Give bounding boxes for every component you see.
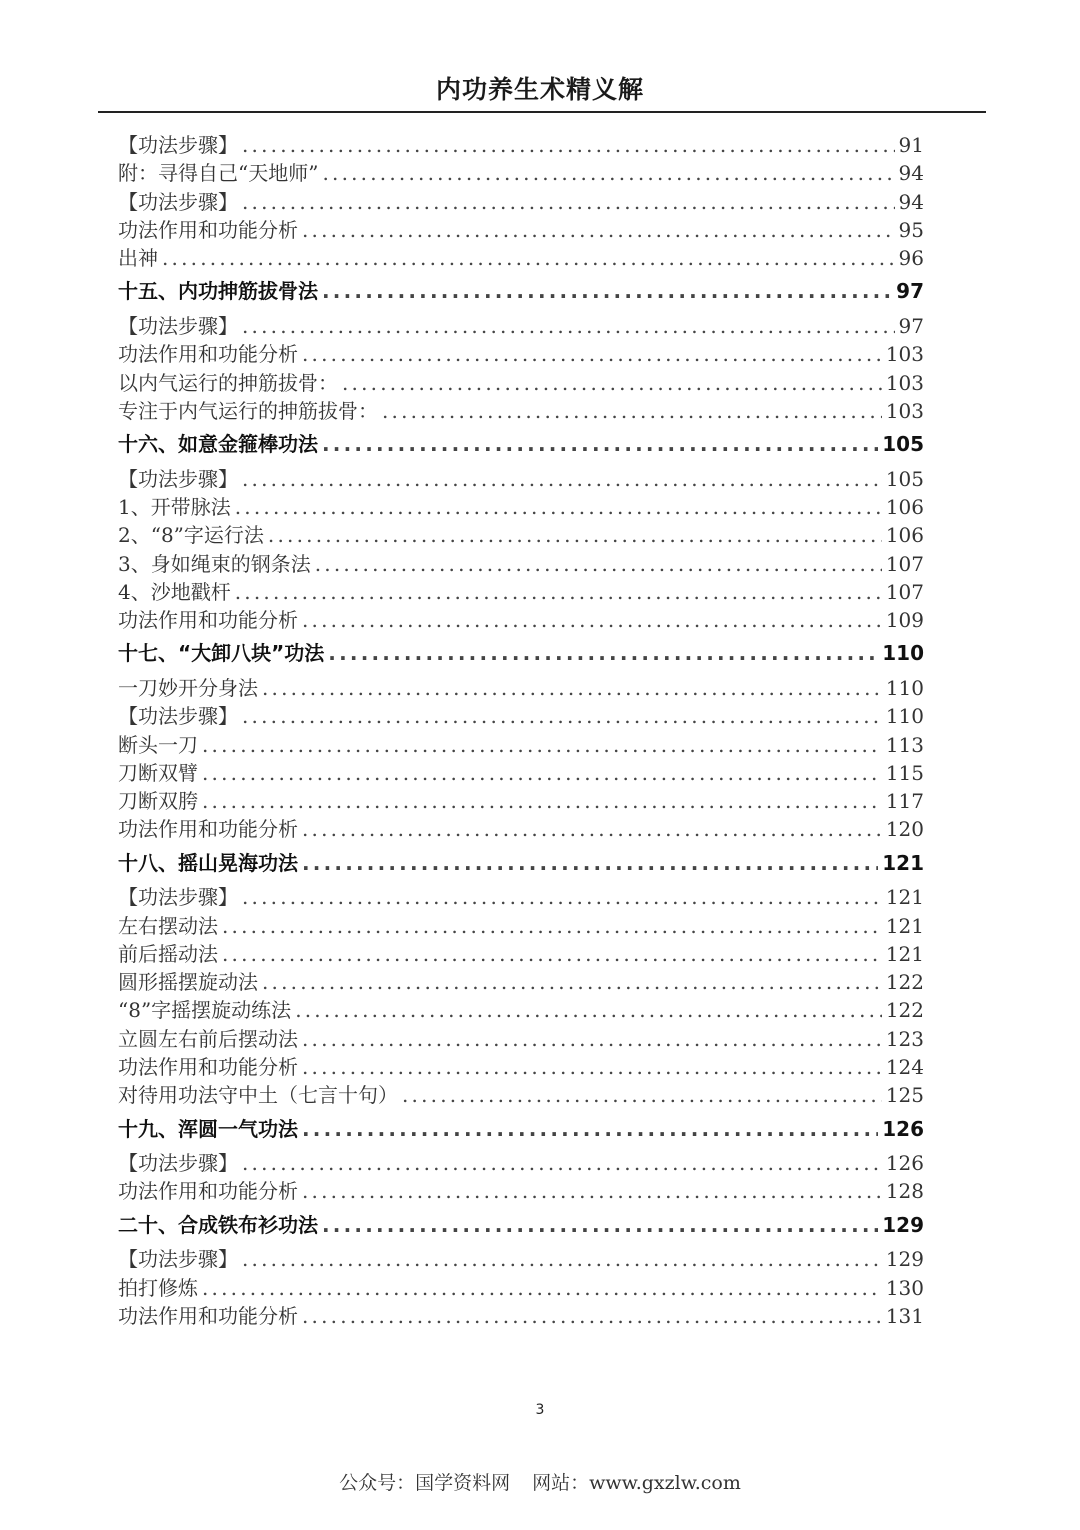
- toc-section-entry[interactable]: [118, 1274, 924, 1302]
- toc-dot-leader: [302, 606, 882, 634]
- toc-entry-page: 107: [885, 551, 924, 576]
- toc-entry-page: 123: [885, 1026, 924, 1051]
- toc-dot-leader: [242, 702, 882, 730]
- toc-entry-page: 103: [885, 370, 924, 395]
- toc-entry-title: 出神: [118, 246, 158, 271]
- toc-entry-title: 左右摆动法: [118, 913, 218, 938]
- toc-section-entry[interactable]: [118, 759, 924, 787]
- toc-entry-title: 【功法步骤】: [118, 1247, 238, 1272]
- footer-website: 网站：www.gxzlw.com: [532, 1472, 741, 1494]
- toc-dot-leader: [162, 244, 895, 272]
- toc-entry-page: 128: [885, 1179, 924, 1204]
- toc-entry-title: 功法作用和功能分析: [118, 1179, 298, 1204]
- toc-section-entry[interactable]: [118, 397, 924, 425]
- toc-entry-page: 110: [882, 641, 924, 666]
- toc-entry-title: 附：寻得自己“天地师”: [118, 161, 319, 186]
- toc-entry-title: 断头一刀: [118, 732, 198, 757]
- toc-entry-title: 功法作用和功能分析: [118, 217, 298, 242]
- toc-dot-leader: [242, 465, 882, 493]
- toc-entry-page: 105: [882, 432, 924, 457]
- toc-section-entry[interactable]: [118, 312, 924, 340]
- toc-dot-leader: [302, 844, 878, 884]
- toc-section-entry[interactable]: [118, 550, 924, 578]
- toc-chapter-entry[interactable]: [118, 272, 924, 312]
- toc-section-entry[interactable]: [118, 1177, 924, 1205]
- toc-entry-title: 1、开带脉法: [118, 494, 231, 519]
- toc-entry-page: 121: [885, 941, 924, 966]
- document-title: 内功养生术精义解: [435, 75, 644, 104]
- toc-chapter-entry[interactable]: [118, 1206, 924, 1246]
- toc-section-entry[interactable]: [118, 159, 924, 187]
- toc-entry-page: 103: [885, 342, 924, 367]
- toc-entry-page: 106: [885, 494, 924, 519]
- toc-section-entry[interactable]: [118, 996, 924, 1024]
- toc-entry-page: 91: [898, 133, 924, 157]
- toc-section-entry[interactable]: [118, 244, 924, 272]
- toc-chapter-entry[interactable]: [118, 1110, 924, 1150]
- toc-dot-leader: [202, 731, 882, 759]
- toc-entry-page: 105: [885, 466, 924, 491]
- toc-dot-leader: [262, 674, 882, 702]
- toc-entry-page: 121: [882, 850, 924, 875]
- toc-section-entry[interactable]: [118, 1149, 924, 1177]
- toc-section-entry[interactable]: [118, 465, 924, 493]
- toc-dot-leader: [302, 1302, 882, 1330]
- toc-entry-page: 131: [885, 1303, 924, 1328]
- toc-section-entry[interactable]: [118, 1245, 924, 1273]
- toc-chapter-entry[interactable]: [118, 634, 924, 674]
- toc-section-entry[interactable]: [118, 340, 924, 368]
- toc-dot-leader: [342, 369, 882, 397]
- table-of-contents: [118, 131, 924, 1330]
- toc-chapter-entry[interactable]: [118, 844, 924, 884]
- toc-entry-title: 二十、合成铁布衫功法: [118, 1212, 318, 1237]
- toc-dot-leader: [302, 216, 895, 244]
- toc-dot-leader: [302, 1053, 882, 1081]
- toc-entry-title: 专注于内气运行的抻筋拔骨：: [118, 398, 378, 423]
- toc-section-entry[interactable]: [118, 883, 924, 911]
- toc-entry-title: 功法作用和功能分析: [118, 608, 298, 633]
- toc-entry-page: 130: [885, 1275, 924, 1300]
- toc-entry-title: 4、沙地戳杆: [118, 579, 231, 604]
- toc-dot-leader: [295, 996, 882, 1024]
- toc-section-entry[interactable]: [118, 131, 924, 159]
- toc-section-entry[interactable]: [118, 188, 924, 216]
- toc-section-entry[interactable]: [118, 216, 924, 244]
- header-divider: [98, 111, 986, 113]
- toc-entry-title: 对待用功法守中土（七言十句）: [118, 1083, 398, 1108]
- toc-entry-page: 126: [882, 1116, 924, 1141]
- toc-entry-title: 十六、如意金箍棒功法: [118, 432, 318, 457]
- toc-entry-page: 96: [898, 246, 924, 271]
- toc-section-entry[interactable]: [118, 1053, 924, 1081]
- toc-dot-leader: [302, 815, 882, 843]
- toc-entry-title: 十九、浑圆一气功法: [118, 1116, 298, 1141]
- toc-entry-title: “8”字摇摆旋动练法: [118, 998, 292, 1023]
- toc-entry-title: 以内气运行的抻筋拔骨：: [118, 370, 338, 395]
- toc-entry-page: 110: [885, 704, 924, 729]
- toc-entry-page: 129: [882, 1212, 924, 1237]
- toc-entry-page: 110: [885, 675, 924, 700]
- toc-entry-page: 122: [885, 998, 924, 1023]
- toc-section-entry[interactable]: [118, 815, 924, 843]
- toc-dot-leader: [202, 1274, 882, 1302]
- footer: [0, 1468, 1080, 1495]
- toc-section-entry[interactable]: [118, 702, 924, 730]
- toc-entry-title: 十七、“大卸八块”功法: [118, 641, 325, 666]
- toc-section-entry[interactable]: [118, 1081, 924, 1109]
- toc-dot-leader: [322, 272, 892, 312]
- toc-dot-leader: [242, 883, 882, 911]
- toc-entry-page: 109: [885, 608, 924, 633]
- toc-section-entry[interactable]: [118, 674, 924, 702]
- toc-entry-title: 功法作用和功能分析: [118, 342, 298, 367]
- toc-dot-leader: [328, 634, 878, 674]
- toc-entry-title: 刀断双臂: [118, 760, 198, 785]
- toc-dot-leader: [322, 1206, 878, 1246]
- toc-entry-title: 【功法步骤】: [118, 133, 238, 157]
- toc-entry-title: 【功法步骤】: [118, 704, 238, 729]
- toc-section-entry[interactable]: [118, 578, 924, 606]
- toc-entry-page: 120: [885, 817, 924, 842]
- toc-entry-page: 94: [898, 161, 924, 186]
- toc-section-entry[interactable]: [118, 606, 924, 634]
- toc-dot-leader: [322, 425, 878, 465]
- toc-section-entry[interactable]: [118, 912, 924, 940]
- toc-entry-title: 功法作用和功能分析: [118, 1303, 298, 1328]
- toc-entry-page: 97: [896, 279, 924, 304]
- toc-section-entry[interactable]: [118, 968, 924, 996]
- toc-section-entry[interactable]: [118, 731, 924, 759]
- toc-entry-title: 功法作用和功能分析: [118, 1055, 298, 1080]
- toc-entry-title: 一刀妙开分身法: [118, 675, 258, 700]
- toc-entry-page: 113: [885, 732, 924, 757]
- toc-entry-title: 前后摇动法: [118, 941, 218, 966]
- toc-entry-title: 十八、摇山晃海功法: [118, 850, 298, 875]
- page-number: 3: [535, 1402, 545, 1418]
- toc-entry-page: 125: [885, 1083, 924, 1108]
- toc-dot-leader: [302, 1177, 882, 1205]
- toc-dot-leader: [242, 312, 895, 340]
- toc-entry-title: 刀断双胯: [118, 789, 198, 814]
- toc-entry-page: 129: [885, 1247, 924, 1272]
- toc-entry-page: 121: [885, 913, 924, 938]
- toc-dot-leader: [222, 912, 882, 940]
- toc-dot-leader: [242, 1245, 882, 1273]
- toc-entry-page: 97: [898, 313, 924, 338]
- toc-dot-leader: [322, 159, 894, 187]
- toc-dot-leader: [242, 1149, 882, 1177]
- toc-entry-title: 【功法步骤】: [118, 885, 238, 910]
- toc-entry-title: 立圆左右前后摆动法: [118, 1026, 298, 1051]
- toc-entry-title: 【功法步骤】: [118, 189, 238, 214]
- toc-entry-title: 【功法步骤】: [118, 313, 238, 338]
- toc-dot-leader: [242, 131, 895, 159]
- toc-dot-leader: [315, 550, 882, 578]
- toc-section-entry[interactable]: [118, 787, 924, 815]
- toc-section-entry[interactable]: [118, 940, 924, 968]
- toc-dot-leader: [202, 787, 882, 815]
- toc-dot-leader: [202, 759, 882, 787]
- toc-section-entry[interactable]: [118, 369, 924, 397]
- toc-section-entry[interactable]: [118, 493, 924, 521]
- toc-entry-page: 107: [885, 579, 924, 604]
- toc-entry-title: 【功法步骤】: [118, 1151, 238, 1176]
- toc-dot-leader: [382, 397, 882, 425]
- toc-dot-leader: [222, 940, 882, 968]
- footer-account: 公众号：国学资料网: [339, 1472, 511, 1494]
- toc-dot-leader: [262, 968, 882, 996]
- toc-section-entry[interactable]: [118, 1025, 924, 1053]
- toc-entry-title: 3、身如绳束的钢条法: [118, 551, 311, 576]
- toc-chapter-entry[interactable]: [118, 425, 924, 465]
- toc-dot-leader: [302, 340, 882, 368]
- toc-entry-title: 功法作用和功能分析: [118, 817, 298, 842]
- toc-dot-leader: [302, 1025, 882, 1053]
- toc-entry-title: 十五、内功抻筋拔骨法: [118, 279, 318, 304]
- toc-dot-leader: [242, 188, 895, 216]
- toc-entry-title: 【功法步骤】: [118, 466, 238, 491]
- toc-section-entry[interactable]: [118, 1302, 924, 1330]
- toc-entry-page: 122: [885, 970, 924, 995]
- toc-entry-page: 103: [885, 398, 924, 423]
- toc-dot-leader: [302, 1110, 878, 1150]
- toc-entry-page: 126: [885, 1151, 924, 1176]
- toc-entry-title: 圆形摇摆旋动法: [118, 970, 258, 995]
- toc-entry-page: 94: [898, 189, 924, 214]
- toc-section-entry[interactable]: [118, 521, 924, 549]
- toc-dot-leader: [402, 1081, 882, 1109]
- toc-entry-page: 124: [885, 1055, 924, 1080]
- toc-entry-page: 121: [885, 885, 924, 910]
- toc-entry-page: 95: [898, 217, 924, 242]
- toc-dot-leader: [268, 521, 882, 549]
- toc-entry-page: 117: [885, 789, 924, 814]
- toc-dot-leader: [235, 578, 882, 606]
- toc-entry-title: 拍打修炼: [118, 1275, 198, 1300]
- toc-dot-leader: [235, 493, 882, 521]
- toc-entry-title: 2、“8”字运行法: [118, 523, 264, 548]
- toc-entry-page: 106: [885, 523, 924, 548]
- toc-entry-page: 115: [885, 760, 924, 785]
